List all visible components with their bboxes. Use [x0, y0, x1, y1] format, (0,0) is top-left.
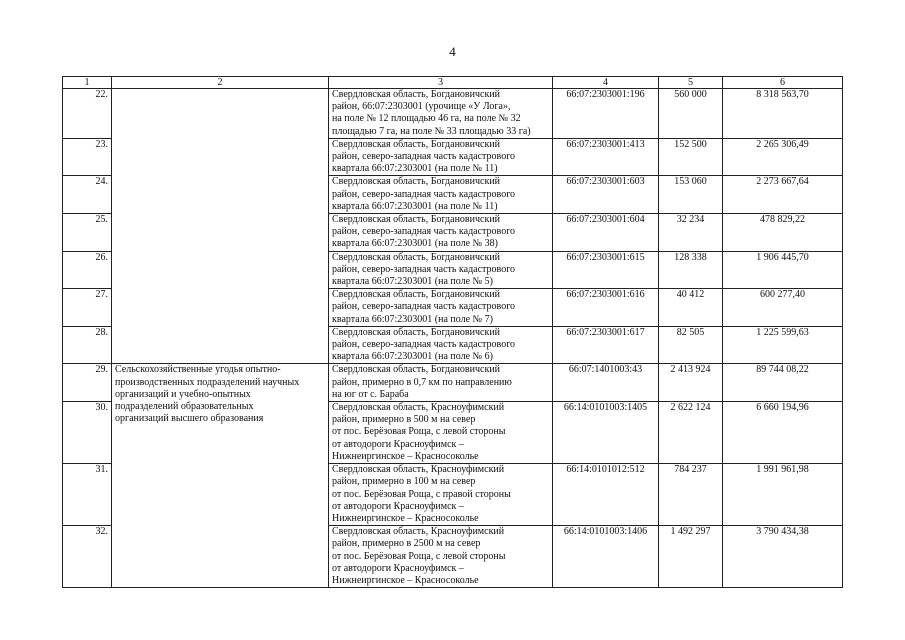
table-row [63, 364, 843, 402]
text-line: Нижнеиргинское – Красносокольe [332, 450, 479, 462]
text-line: район, северо-западная часть кадастрового [332, 301, 516, 313]
table-row [63, 89, 843, 139]
category-cell-empty [112, 89, 329, 364]
text-line: от пос. Берёзовая Роща, с правой стороны [332, 488, 511, 500]
cadastral-value: 6 660 194,96 [723, 402, 843, 464]
text-line: Свердловская область, Богдановичский [332, 364, 501, 376]
cadastral-number: 66:07:2303001:413 [553, 138, 659, 176]
text-line: район, северо-западная часть кадастрового [332, 226, 516, 238]
cadastral-number: 66:07:2303001:617 [553, 326, 659, 364]
address-cell [329, 89, 553, 139]
area-value: 32 234 [659, 214, 723, 252]
page-number: 4 [449, 44, 456, 59]
row-number: 23. [63, 138, 112, 176]
row-number: 32. [63, 526, 112, 588]
text-line: на юг от с. Бараба [332, 388, 409, 400]
cadastral-number: 66:07:2303001:615 [553, 251, 659, 289]
text-line: Сельскохозяйственные угодья опытно- [115, 364, 281, 376]
cadastral-number: 66:14:0101012:512 [553, 464, 659, 526]
row-number: 31. [63, 464, 112, 526]
text-line: Свердловская область, Богдановичский [332, 326, 501, 338]
address-cell [329, 251, 553, 289]
row-number: 30. [63, 402, 112, 464]
area-value: 153 060 [659, 176, 723, 214]
cadastral-value: 2 265 306,49 [723, 138, 843, 176]
row-number: 28. [63, 326, 112, 364]
column-header: 4 [553, 77, 659, 89]
text-line: Свердловская область, Богдановичский [332, 289, 501, 301]
text-line: производственных подразделений научных [115, 376, 300, 388]
area-value: 2 413 924 [659, 364, 723, 402]
text-line: квартала 66:07:2303001 (на поле № 7) [332, 313, 493, 325]
text-line: Свердловская область, Красноуфимский [332, 526, 505, 538]
row-number: 26. [63, 251, 112, 289]
cadastral-value: 2 273 667,64 [723, 176, 843, 214]
text-line: квартала 66:07:2303001 (на поле № 11) [332, 163, 498, 175]
cadastral-number: 66:07:2303001:603 [553, 176, 659, 214]
cadastral-value: 89 744 08,22 [723, 364, 843, 402]
text-line: Свердловская область, Богдановичский [332, 214, 501, 226]
cadastral-number: 66:14:0101003:1405 [553, 402, 659, 464]
text-line: от пос. Берёзовая Роща, с левой стороны [332, 550, 506, 562]
area-value: 152 500 [659, 138, 723, 176]
text-line: от пос. Берёзовая Роща, с левой стороны [332, 426, 506, 438]
cadastral-value: 8 318 563,70 [723, 89, 843, 139]
text-line: Свердловская область, Богдановичский [332, 138, 501, 150]
text-line: квартала 66:07:2303001 (на поле № 5) [332, 276, 493, 288]
row-number: 29. [63, 364, 112, 402]
cadastral-number: 66:07:1401003:43 [553, 364, 659, 402]
address-cell [329, 364, 553, 402]
text-line: район, 66:07:2303001 (урочище «У Лога», [332, 101, 511, 113]
address-cell [329, 526, 553, 588]
row-number: 22. [63, 89, 112, 139]
cadastral-value: 600 277,40 [723, 289, 843, 327]
text-line: квартала 66:07:2303001 (на поле № 6) [332, 351, 493, 363]
text-line: квартала 66:07:2303001 (на поле № 38) [332, 238, 498, 250]
address-cell [329, 138, 553, 176]
text-line: квартала 66:07:2303001 (на поле № 11) [332, 200, 498, 212]
text-line: район, примерно в 0,7 км по направлению [332, 376, 512, 388]
text-line: район, северо-западная часть кадастрового [332, 188, 516, 200]
area-value: 784 237 [659, 464, 723, 526]
address-cell [329, 289, 553, 327]
text-line: Свердловская область, Богдановичский [332, 89, 501, 100]
address-cell [329, 214, 553, 252]
cadastral-number: 66:07:2303001:604 [553, 214, 659, 252]
text-line: Свердловская область, Красноуфимский [332, 464, 505, 476]
cadastral-value: 1 906 445,70 [723, 251, 843, 289]
cadastral-number: 66:14:0101003:1406 [553, 526, 659, 588]
column-header: 2 [112, 77, 329, 89]
cadastral-number: 66:07:2303001:196 [553, 89, 659, 139]
area-value: 560 000 [659, 89, 723, 139]
address-cell [329, 464, 553, 526]
row-number: 27. [63, 289, 112, 327]
area-value: 40 412 [659, 289, 723, 327]
area-value: 82 505 [659, 326, 723, 364]
text-line: организаций и учебно-опытных [115, 388, 251, 400]
text-line: Свердловская область, Богдановичский [332, 251, 501, 263]
text-line: Нижнеиргинское – Красносокольe [332, 512, 479, 524]
land-plots-table [62, 76, 843, 588]
text-line: на поле № 12 площадью 46 га, на поле № 32 [332, 113, 521, 125]
text-line: Свердловская область, Богдановичский [332, 176, 501, 188]
column-header: 1 [63, 77, 112, 89]
cadastral-value: 3 790 434,38 [723, 526, 843, 588]
text-line: район, северо-западная часть кадастрового [332, 263, 516, 275]
text-line: район, примерно в 2500 м на север [332, 538, 481, 550]
row-number: 24. [63, 176, 112, 214]
area-value: 128 338 [659, 251, 723, 289]
cadastral-number: 66:07:2303001:616 [553, 289, 659, 327]
cadastral-value: 478 829,22 [723, 214, 843, 252]
address-cell [329, 326, 553, 364]
text-line: от автодороги Красноуфимск – [332, 562, 464, 574]
text-line: Нижнеиргинское – Красносокольe [332, 574, 479, 586]
column-header: 3 [329, 77, 553, 89]
text-line: район, северо-западная часть кадастрового [332, 151, 516, 163]
row-number: 25. [63, 214, 112, 252]
category-cell [112, 364, 329, 588]
area-value: 2 622 124 [659, 402, 723, 464]
text-line: район, примерно в 500 м на север [332, 414, 476, 426]
text-line: от автодороги Красноуфимск – [332, 500, 464, 512]
text-line: площадью 7 га, на поле № 33 площадью 33 га) [332, 125, 531, 137]
text-line: подразделений образовательных [115, 401, 254, 413]
text-line: Свердловская область, Красноуфимский [332, 402, 505, 414]
address-cell [329, 176, 553, 214]
text-line: район, примерно в 100 м на север [332, 476, 476, 488]
cadastral-value: 1 991 961,98 [723, 464, 843, 526]
text-line: район, северо-западная часть кадастрового [332, 339, 516, 351]
text-line: от автодороги Красноуфимск – [332, 438, 464, 450]
column-header: 5 [659, 77, 723, 89]
address-cell [329, 402, 553, 464]
column-number-row [63, 77, 843, 89]
area-value: 1 492 297 [659, 526, 723, 588]
text-line: организаций высшего образования [115, 413, 264, 425]
column-header: 6 [723, 77, 843, 89]
cadastral-value: 1 225 599,63 [723, 326, 843, 364]
